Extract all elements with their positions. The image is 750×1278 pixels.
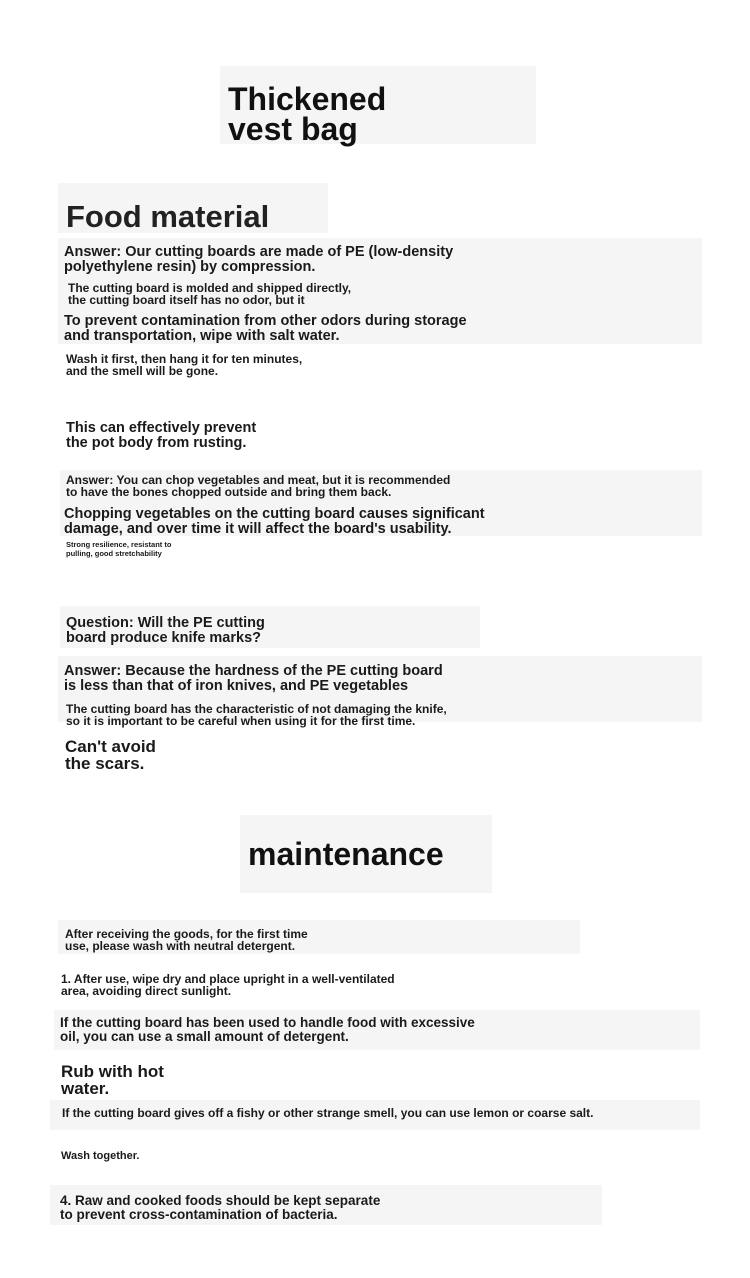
food-paragraph: Wash it first, then hang it for ten minutes, and the smell will be gone. <box>66 352 303 378</box>
food-paragraph: Answer: Our cutting boards are made of PE (low-density polyethylene resin) by compression. <box>64 244 454 275</box>
food-paragraph: This can effectively prevent the pot body from rusting. <box>66 420 257 451</box>
food-paragraph: Chopping vegetables on the cutting board causes significant damage, and over time it will affect the board's usability. <box>64 506 485 537</box>
food-section-heading: Food material <box>66 199 270 234</box>
maintenance-paragraph: 1. After use, wipe dry and place upright in a well-ventilated area, avoiding direct sunlight. <box>61 972 395 998</box>
food-paragraph: Can't avoid the scars. <box>65 737 156 773</box>
page-title: Thickened vest bag <box>228 81 387 148</box>
maintenance-paragraph: If the cutting board gives off a fishy or other strange smell, you can use lemon or coarse salt. <box>62 1106 594 1120</box>
food-paragraph: Strong resilience, resistant to pulling, good stretchability <box>66 540 172 558</box>
food-paragraph: To prevent contamination from other odors during storage and transportation, wipe with salt water. <box>64 313 467 344</box>
maintenance-paragraph: If the cutting board has been used to handle food with excessive oil, you can use a small amount of detergent. <box>60 1015 475 1044</box>
food-paragraph: Question: Will the PE cutting board produce knife marks? <box>66 615 265 646</box>
food-paragraph: The cutting board is molded and shipped directly, the cutting board itself has no odor, but it <box>68 281 352 307</box>
maintenance-section-heading: maintenance <box>248 836 444 872</box>
maintenance-paragraph: 4. Raw and cooked foods should be kept separate to prevent cross-contamination of bacteria. <box>60 1193 381 1222</box>
maintenance-paragraph: Rub with hot water. <box>61 1062 164 1098</box>
food-paragraph: Answer: You can chop vegetables and meat, but it is recommended to have the bones chopped outside and bring them back. <box>66 473 451 499</box>
food-paragraph: Answer: Because the hardness of the PE cutting board is less than that of iron knives, and PE vegetables <box>64 663 443 694</box>
food-paragraph: The cutting board has the characteristic of not damaging the knife, so it is important to be careful when using it for the first time. <box>66 702 447 728</box>
maintenance-paragraph: Wash together. <box>61 1150 140 1162</box>
maintenance-paragraph: After receiving the goods, for the first time use, please wash with neutral detergent. <box>65 927 308 953</box>
